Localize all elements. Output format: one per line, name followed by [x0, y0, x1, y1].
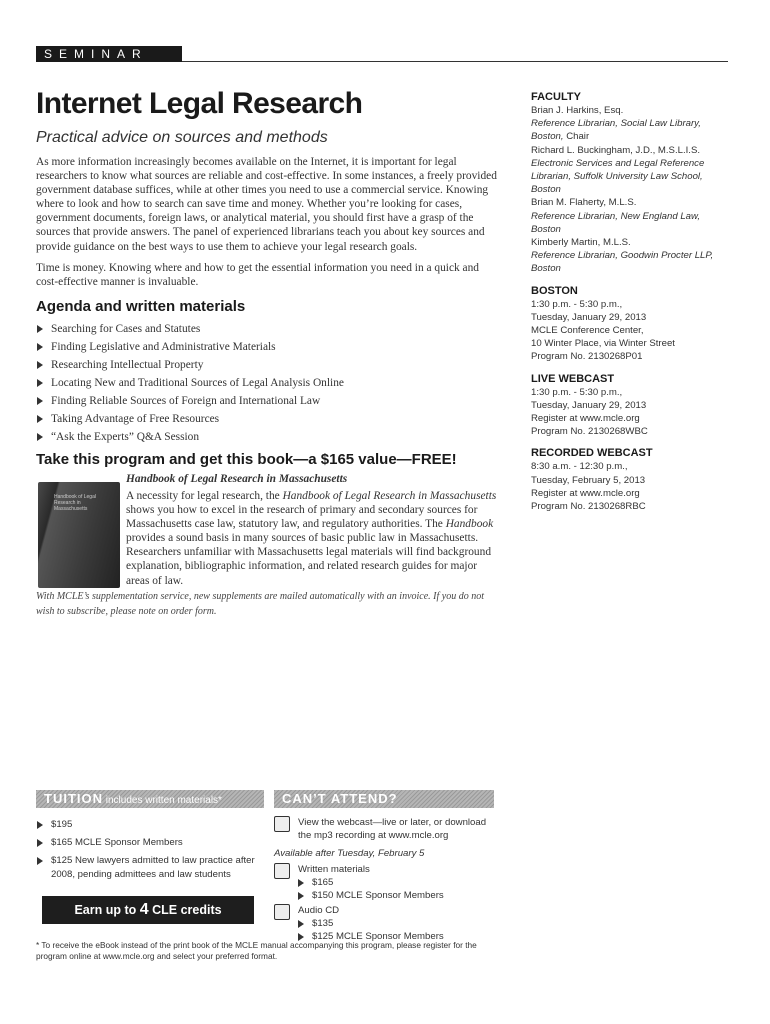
footnote: * To receive the eBook instead of the print book of the MCLE manual accompanying this program, please register for the program online at www.mcle.org and select your preferred format.: [36, 940, 477, 961]
agenda-item: Finding Reliable Sources of Foreign and International Law: [36, 392, 502, 410]
agenda-item: Taking Advantage of Free Resources: [36, 410, 502, 428]
triangle-bullet-icon: [37, 397, 43, 405]
agenda-item: Searching for Cases and Statutes: [36, 320, 502, 338]
recorded-webcast-line: Register at www.mcle.org: [531, 487, 640, 499]
triangle-bullet-icon: [37, 821, 43, 829]
computer-icon: [274, 816, 290, 832]
agenda-heading: Agenda and written materials: [36, 297, 246, 315]
webcast-option: View the webcast—live or later, or download the mp3 recording at www.mcle.org: [274, 816, 494, 842]
faculty-heading: FACULTY: [531, 91, 581, 103]
seminar-banner: SEMINAR: [36, 46, 182, 62]
faculty-member: Richard L. Buckingham, J.D., M.S.L.I.S. Electronic Services and Legal Reference Librarian, Suffolk University Law School, Boston: [531, 144, 705, 196]
recorded-webcast-heading: RECORDED WEBCAST: [531, 447, 653, 460]
cant-attend-heading-bar: CAN’T ATTEND?: [274, 790, 494, 808]
triangle-bullet-icon: [37, 415, 43, 423]
agenda-item: Locating New and Traditional Sources of Legal Analysis Online: [36, 374, 502, 392]
agenda-item: Finding Legislative and Administrative Materials: [36, 338, 502, 356]
book-offer-heading: Take this program and get this book—a $165 value—FREE!: [36, 450, 457, 468]
tuition-item: $165 MCLE Sponsor Members: [36, 836, 264, 849]
price-item: $125 MCLE Sponsor Members: [298, 930, 444, 943]
live-webcast-line: 1:30 p.m. - 5:30 p.m.,: [531, 386, 623, 398]
book-cover-image: [38, 482, 120, 588]
intro-paragraph-2: Time is money. Knowing where and how to get the essential information you need in a quick and cost-effective manner is invaluable.: [36, 261, 479, 288]
page-subtitle: Practical advice on sources and methods: [36, 129, 328, 146]
triangle-bullet-icon: [37, 857, 43, 865]
recorded-webcast-line: 8:30 a.m. - 12:30 p.m.,: [531, 461, 628, 473]
recorded-webcast-line: Program No. 2130268RBC: [531, 501, 646, 513]
agenda-item: “Ask the Experts” Q&A Session: [36, 428, 502, 446]
price-item: $135: [298, 917, 444, 930]
triangle-bullet-icon: [37, 325, 43, 333]
live-webcast-line: Register at www.mcle.org: [531, 413, 640, 425]
faculty-member: Kimberly Martin, M.L.S. Reference Librarian, Goodwin Procter LLP, Boston: [531, 237, 714, 275]
intro-paragraph: As more information increasingly becomes available on the Internet, it is important for legal researchers to know what sources are reliable and cost-effective. In some instances, a freely provided government database suffices, while at other times you need to use a commercial service. Knowing where to look and how to search can save time and money. Whether you’re looking for cases, government documents, foreign laws, or analytical material, you should first have a grasp of the sources that provide answers. The panel of experienced librarians teach you about key sources and provide guidance on the best ways to use them to achieve your legal research goals.: [36, 156, 497, 253]
agenda-item: Researching Intellectual Property: [36, 356, 502, 374]
sidebar: [531, 90, 731, 513]
cant-attend-options: [274, 816, 494, 943]
triangle-bullet-icon: [37, 379, 43, 387]
top-rule: [182, 61, 728, 62]
tuition-item: $125 New lawyers admitted to law practice after 2008, pending admittees and law students: [36, 854, 264, 880]
triangle-bullet-icon: [37, 839, 43, 847]
tuition-item: $195: [36, 818, 264, 831]
tuition-list: [36, 818, 264, 886]
document-icon: [274, 863, 290, 879]
recorded-webcast-line: Tuesday, February 5, 2013: [531, 474, 646, 486]
availability-note: Available after Tuesday, February 5: [274, 848, 425, 859]
book-cover-text: Handbook of Legal Research in Massachusetts: [54, 493, 96, 512]
book-offer: [36, 472, 502, 588]
boston-heading: BOSTON: [531, 284, 578, 297]
faculty-member: Brian J. Harkins, Esq. Reference Librarian, Social Law Library, Boston, Chair: [531, 105, 701, 143]
tuition-section: [36, 790, 494, 950]
price-item: $165: [298, 876, 444, 889]
boston-line: 10 Winter Place, via Winter Street: [531, 338, 675, 350]
boston-line: Program No. 2130268P01: [531, 351, 643, 363]
supplement-note: With MCLE’s supplementation service, new supplements are mailed automatically with an invoice. If you do not wish to subscribe, please note on order form.: [36, 590, 484, 617]
audio-cd-option: Audio CD $135 $125 MCLE Sponsor Members: [274, 904, 494, 943]
triangle-bullet-icon: [298, 879, 304, 887]
triangle-bullet-icon: [37, 433, 43, 441]
triangle-bullet-icon: [298, 892, 304, 900]
book-title: Handbook of Legal Research in Massachusetts: [126, 472, 348, 485]
book-body: A necessity for legal research, the Handbook of Legal Research in Massachusetts shows you how to excel in the research of primary and secondary sources for Massachusetts case law, statutory law, and regulatory authorities. The Handbook provides a sound basis in many sources of basic public law in Massachusetts. Researchers unfamiliar with Massachusetts legal materials will find background explanation, bibliographic information, and related research guides for major areas of law.: [126, 489, 497, 587]
cle-credits-badge: Earn up to 4 CLE credits: [42, 896, 254, 924]
book-description: [126, 472, 502, 588]
agenda-list: [36, 320, 502, 446]
triangle-bullet-icon: [37, 343, 43, 351]
boston-line: Tuesday, January 29, 2013: [531, 311, 647, 323]
page-title: Internet Legal Research: [36, 87, 363, 120]
price-item: $150 MCLE Sponsor Members: [298, 889, 444, 902]
live-webcast-heading: LIVE WEBCAST: [531, 372, 615, 385]
main-column: [36, 86, 502, 619]
live-webcast-line: Program No. 2130268WBC: [531, 426, 648, 438]
triangle-bullet-icon: [37, 361, 43, 369]
boston-line: MCLE Conference Center,: [531, 325, 644, 337]
live-webcast-line: Tuesday, January 29, 2013: [531, 399, 647, 411]
triangle-bullet-icon: [298, 920, 304, 928]
written-materials-option: Written materials $165 $150 MCLE Sponsor Members: [274, 863, 494, 902]
faculty-member: Brian M. Flaherty, M.L.S. Reference Librarian, New England Law, Boston: [531, 197, 701, 235]
tuition-heading-bar: TUITION includes written materials*: [36, 790, 264, 808]
boston-line: 1:30 p.m. - 5:30 p.m.,: [531, 298, 623, 310]
headphones-icon: [274, 904, 290, 920]
